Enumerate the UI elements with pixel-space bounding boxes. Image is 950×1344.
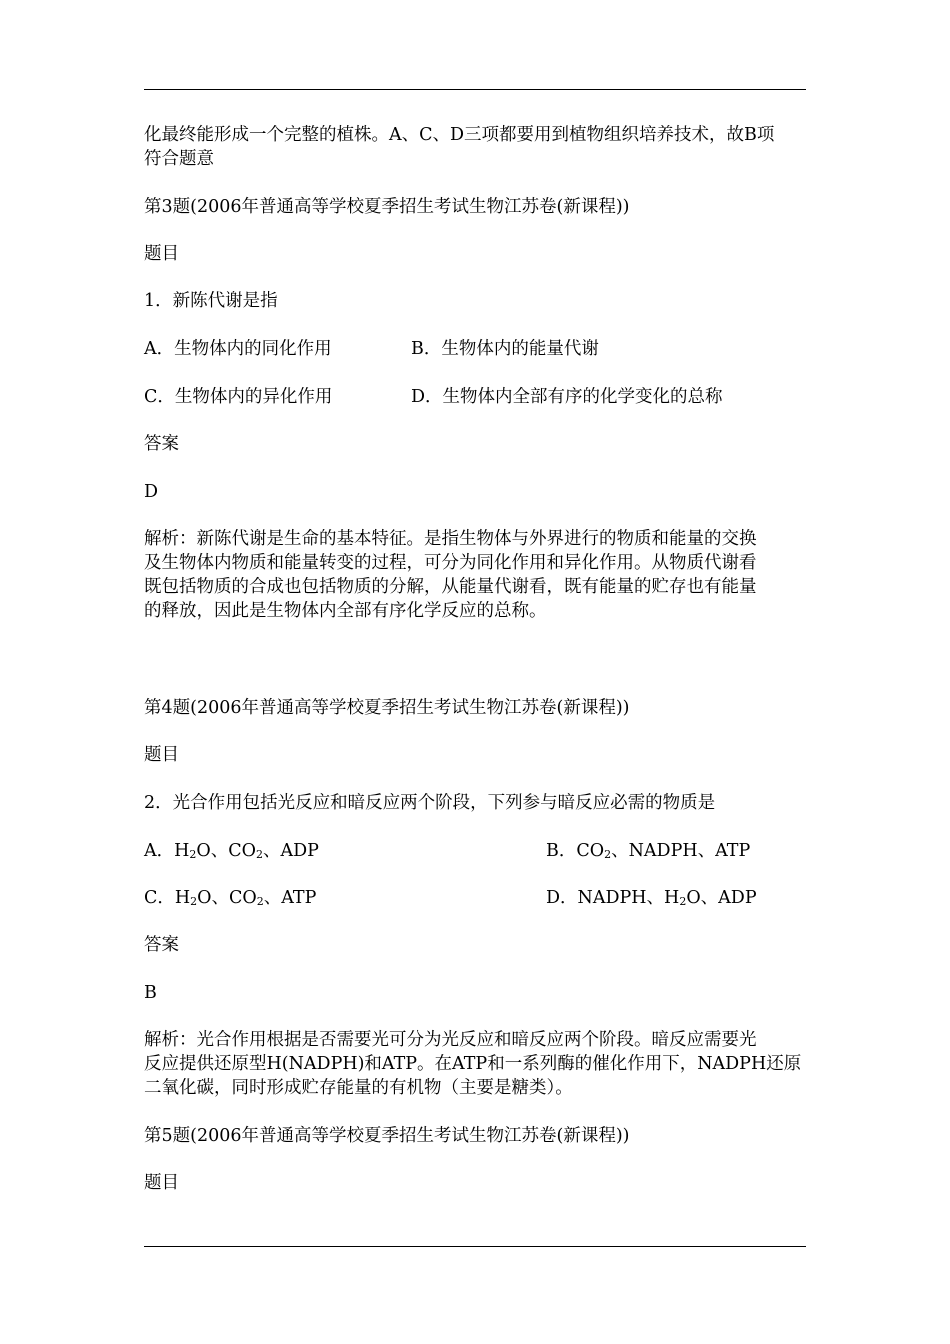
q3-option-d: D．生物体内全部有序的化学变化的总称 <box>411 387 723 407</box>
footer-rule <box>144 1246 806 1247</box>
q3-analysis-line-1: 解析：新陈代谢是生命的基本特征。是指生物体与外界进行的物质和能量的交换 <box>144 529 757 549</box>
intro-line-2: 符合题意 <box>144 149 214 169</box>
q4-stem: 2．光合作用包括光反应和暗反应两个阶段，下列参与暗反应必需的物质是 <box>144 793 716 813</box>
q4-answer-label: 答案 <box>144 935 179 955</box>
q3-option-c: C．生物体内的异化作用 <box>144 387 333 407</box>
header-rule <box>144 89 806 90</box>
q5-topic-label: 题目 <box>144 1173 179 1193</box>
q3-option-b: B．生物体内的能量代谢 <box>411 339 599 359</box>
q3-analysis-line-3: 既包括物质的合成也包括物质的分解，从能量代谢看，既有能量的贮存也有能量 <box>144 577 757 597</box>
intro-line-1: 化最终能形成一个完整的植株。A、C、D三项都要用到植物组织培养技术，故B项 <box>144 125 775 145</box>
q4-analysis-line-3: 二氧化碳，同时形成贮存能量的有机物（主要是糖类）。 <box>144 1078 573 1098</box>
q4-option-a: A．$H_2O$、$CO_2$、ADP <box>144 841 319 861</box>
q3-analysis-line-2: 及生物体内物质和能量转变的过程，可分为同化作用和异化作用。从物质代谢看 <box>144 553 757 573</box>
q4-option-d: D．NADPH、$H_2O$、ADP <box>546 888 757 908</box>
q3-header: 第3题(2006年普通高等学校夏季招生考试生物江苏卷(新课程)) <box>144 197 630 217</box>
q4-analysis-line-2: 反应提供还原型H(NADPH)和ATP。在ATP和一系列酶的催化作用下，NADPH还原 <box>144 1054 802 1074</box>
q4-option-b: B．$CO_2$、NADPH、ATP <box>546 841 751 861</box>
q3-topic-label: 题目 <box>144 244 179 264</box>
q5-header: 第5题(2006年普通高等学校夏季招生考试生物江苏卷(新课程)) <box>144 1126 630 1146</box>
q3-answer-label: 答案 <box>144 434 179 454</box>
q3-analysis-line-4: 的释放，因此是生物体内全部有序化学反应的总称。 <box>144 601 547 621</box>
q4-answer: B <box>144 983 157 1003</box>
q3-answer: D <box>144 482 159 502</box>
q3-option-a: A．生物体内的同化作用 <box>144 339 332 359</box>
q4-topic-label: 题目 <box>144 745 179 765</box>
q3-stem: 1．新陈代谢是指 <box>144 291 278 311</box>
q4-analysis-line-1: 解析：光合作用根据是否需要光可分为光反应和暗反应两个阶段。暗反应需要光 <box>144 1030 757 1050</box>
q4-header: 第4题(2006年普通高等学校夏季招生考试生物江苏卷(新课程)) <box>144 698 630 718</box>
q4-option-c: C．$H_2O$、$CO_2$、ATP <box>144 888 317 908</box>
